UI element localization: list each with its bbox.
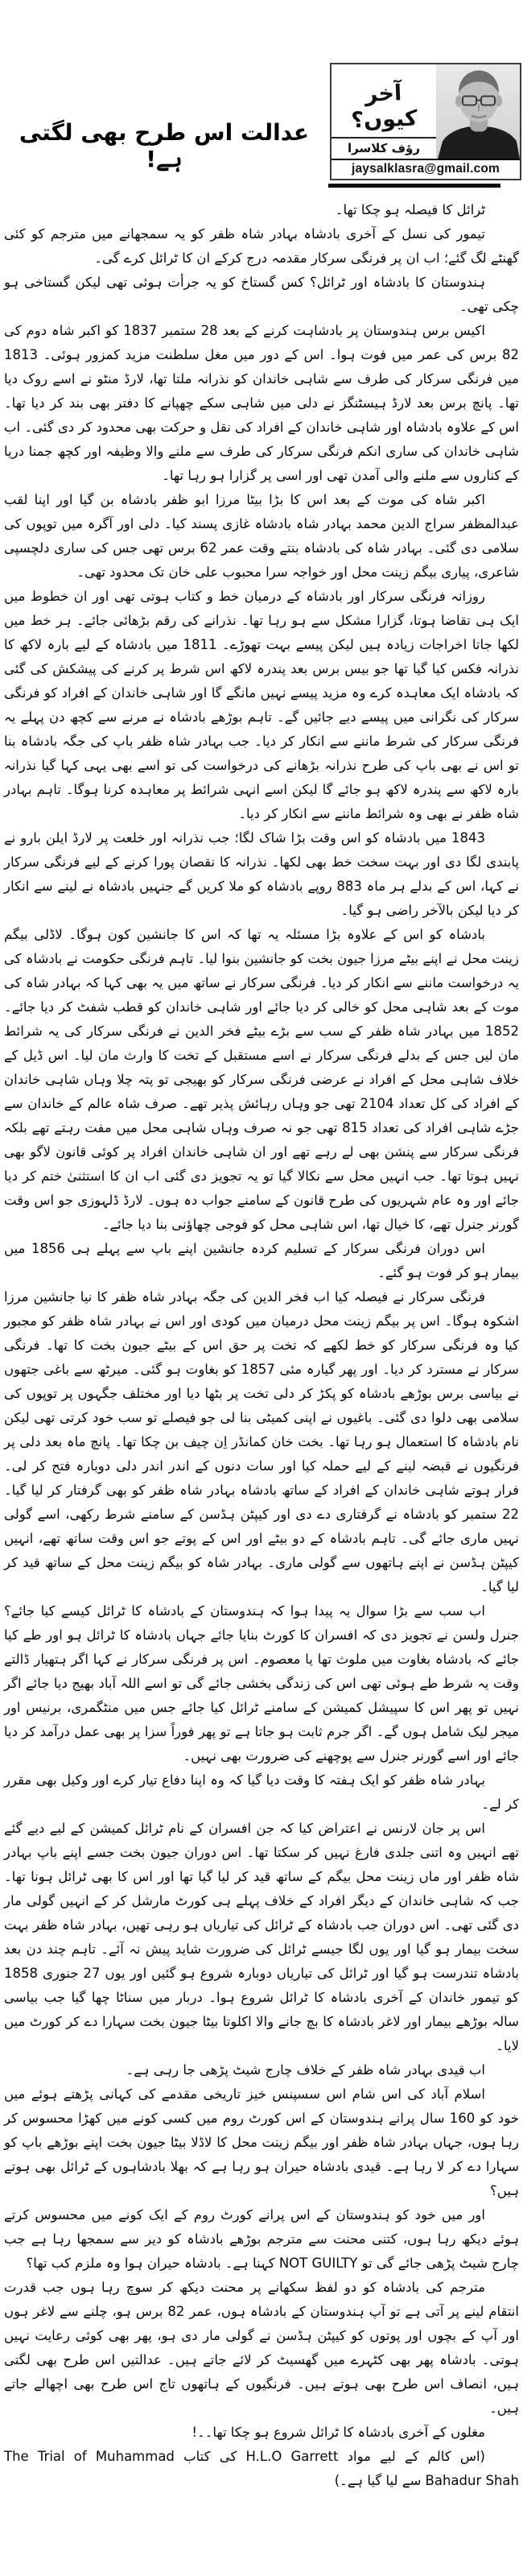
- article-paragraph: اس پر جان لارنس نے اعتراض کیا کہ جن افسران کے نام ٹرائل کمیشن کے لیے دیے گئے تھے انہیں وہ اتنی جلدی فارغ نہیں کر سکتا تھا۔ اس دوران جیون بخت جسے اپنے باپ بہادر شاہ ظفر اور ماں زینت محل بیگم کے ساتھ قید کر لیا گیا تھا اور اس کا بھی ٹرائل ہونا تھا۔ جب کہ شاہی خاندان کے دیگر افراد کے خلاف پہلے ہی کورٹ مارشل کر کے انہیں گولی مار دی گئی تھی۔ اس دوران جب بادشاہ کے ٹرائل کی تیاریاں ہو رہی تھیں، بہادر شاہ ظفر بہت سخت بیمار ہو گیا اور یوں لگا جیسے ٹرائل کی ضرورت شاید پیش نہ آئے۔ تاہم چند دن بعد بادشاہ تندرست ہو گیا اور ٹرائل کی تیاریاں دوبارہ شروع ہو گئیں اور یوں 27 جنوری 1858 کو تیمور خاندان کے آخری بادشاہ کا ٹرائل شروع ہوا۔ دربار میں سناٹا چھا گیا جب بیاسی سالہ بوڑھے بیمار اور لاغر بادشاہ کا بچ جانے والا اکلوتا بیٹا جیون بخت سہارا دے کر کورٹ میں لایا۔: [4, 1821, 520, 2053]
- masthead-main: [332, 64, 520, 159]
- article-paragraph: فرنگی سرکار نے فیصلہ کیا اب فخر الدین کی جگہ بہادر شاہ ظفر کا نیا جانشین مرزا اشکوہ ہوگا۔ اس پر بیگم زینت محل درمیان میں کودی اور اس نے بہادر شاہ ظفر کو مجبور کیا وہ فرنگی سرکار کو خط لکھے کہ تخت پر حق اس کے بیٹے جیون بخت کا تھا۔ فرنگی سرکار نے مسترد کر دیا۔ اور پھر گیارہ مئی 1857 کو بغاوت ہو گئی۔ میرٹھ سے باغی جتھوں نے بیاسی برس بوڑھے بادشاہ کو پکڑ کر دلی تخت پر بٹھا دیا اور مختلف جگہوں پر توپوں کی سلامی بھی دلوا دی گئی۔ باغیوں نے اپنی کمیٹی بنا لی جو فیصلے تو سب خود کرتی تھی لیکن نام بادشاہ کا استعمال ہو رہا تھا۔ بخت خان کمانڈر اِن چیف بن چکا تھا۔ پانچ ماہ بعد دلی پر فرنگیوں نے قبضہ لینے کے لیے حملہ کیا اور سات دنوں کے اندر اندر دلی دوبارہ فتح کر لی۔ فرار ہوتے شاہی خاندان کے افراد کے ساتھ بادشاہ بہادر شاہ ظفر کو بھی گرفتار کر لیا گیا۔ 22 ستمبر کو بادشاہ نے گرفتاری دے دی اور کیپٹن ہڈسن کے سامنے شرط رکھی، اسے گولی نہیں ماری جائے گی۔ تاہم بادشاہ کے دو بیٹے اور اس کے پوتے جو اس وقت ساتھ تھے، انہیں کیپٹن ہڈسن نے اپنے ہاتھوں سے گولی ماری۔ بہادر شاہ کو بیگم زینت محل کے ساتھ قید کر لیا گیا۔: [4, 1289, 519, 1594]
- column-title: آخر کیوں؟: [350, 81, 418, 134]
- article-paragraph: تیمور کی نسل کے آخری بادشاہ بہادر شاہ ظفر کو یہ سمجھانے میں مترجم کو کئی گھنٹے لگ گئے؛ اب ان پر فرنگی سرکار مقدمہ درج کرکے ان کا ٹرائل کرے گی۔: [4, 226, 519, 266]
- author-email: jaysalklasra@gmail.com: [332, 159, 520, 179]
- article-paragraph: بادشاہ کو اس کے علاوہ بڑا مسئلہ یہ تھا کہ اس کا جانشین کون ہوگا۔ لاڈلی بیگم زینت محل نے اپنے بیٹے مرزا جیون بخت کو جانشین بنوا لیا۔ تاہم فرنگی حکومت نے بادشاہ کی یہ درخواست ماننے سے انکار کر دیا۔ فرنگی سرکار نے ساتھ میں یہ بھی کہا کہ بہادر شاہ کی موت کے بعد شاہی محل کو خالی کر دیا جائے اور شاہی خاندان کو قطب شفٹ کر دیا جائے۔ 1852 میں بہادر شاہ ظفر کے سب سے بڑے بیٹے فخر الدین نے فرنگی سرکار کی یہ شرائط مان لیں جس کے بدلے فرنگی سرکار نے اسے مستقبل کے تخت کا وارث مان لیا۔ اس ڈیل کے خلاف شاہی محل کے افراد نے عرضی فرنگی سرکار کو بھیجی تو پتہ چلا وہاں شاہی خاندان کے افراد کی کل تعداد 2104 تھی جو وہاں رہائش پذیر تھے۔ صرف شاہ عالم کے خاندان سے جڑے شاہی افراد کی تعداد 815 تھی جو نہ صرف وہاں شاہی محل میں مفت رہتے تھے بلکہ فرنگی سرکار سے پنشن بھی لے رہے تھے اور ان شاہی خاندان افراد پر کوئی قانون لاگو بھی نہیں ہوتا تھا۔ جب انہیں محل سے نکالا گیا تو یہ تجویز دی گئی اب ان کا استثنیٰ ختم کر دیا جائے اور وہ عام شہریوں کی طرح قانون کے سامنے جواب دہ ہوں۔ لارڈ ڈلہوزی جو اس وقت گورنر جنرل تھے، کا خیال تھا، اس شاہی محل کو فوجی چھاؤنی بنا دیا جائے۔: [4, 927, 519, 1232]
- article-paragraph: بہادر شاہ ظفر کو ایک ہفتہ کا وقت دیا گیا کہ وہ اپنا دفاع تیار کرے اور وکیل بھی مقرر کر لے۔: [4, 1772, 519, 1812]
- article-paragraph: اسلام آباد کی اس شام اس سسپنس خیز تاریخی مقدمے کی کہانی پڑھتے ہوئے میں خود کو 160 سال پرانے ہندوستان کے اس کورٹ روم میں کسی کونے میں کھڑا محسوس کر رہا ہوں، جہاں بہادر شاہ ظفر اور بیگم زینت محل کا لاڈلا بیٹا جیون بخت اپنے بوڑھے باپ کو سہارا دے کر لا رہا ہے۔ قیدی بادشاہ حیران ہو رہا ہے کہ بھلا بادشاہوں کے ٹرائل بھی ہوتے ہیں؟: [4, 2086, 519, 2198]
- article-source-citation: (اس کالم کے لیے مواد H.L.O Garrett کی کتاب The Trial of Muhammad Bahadur Shah سے لیا گیا ہے۔): [4, 2449, 519, 2488]
- article-paragraph: اکیس برس ہندوستان پر بادشاہت کرنے کے بعد 28 ستمبر 1837 کو اکبر شاہ دوم کی 82 برس کی عمر میں فوت ہوا۔ اس کے دور میں مغل سلطنت مزید کمزور ہوئی۔ 1813 میں فرنگی سرکار کی طرف سے شاہی خاندان کو نذرانہ ملتا تھا، لارڈ منٹو نے اسے روک دیا تھا۔ پانچ برس بعد لارڈ ہیسٹنگز نے دلی میں شاہی سکے چھپانے کا دفتر بھی بند کر دیا تھا۔ اس کے علاوہ بادشاہ اور شاہی خاندان کے افراد کی نقل و حرکت بھی محدود کر دی گئی۔ اب شاہی خاندان کی ساری انکم فرنگی سرکار کی طرف سے ملنے والا وظیفہ اور کچھ جمنا دریا کے کناروں سے ملنے والی آمدن تھی اور اسی پر گزارا ہو رہا تھا۔: [4, 323, 519, 483]
- masthead-underline: [328, 184, 500, 188]
- article-paragraph: روزانہ فرنگی سرکار اور بادشاہ کے درمیان خط و کتاب ہوتی تھی اور ان خطوط میں ایک ہی تقاضا ہوتا، گزارا مشکل سے ہو رہا تھا۔ نذرانے کی رقم بڑھائی جائے۔ ہر خط میں لکھا جاتا اخراجات زیادہ ہیں لیکن پیسے بہت تھوڑے۔ 1811 میں بادشاہ کے لیے بارہ لاکھ کا نذرانہ فکس کیا گیا تھا جو بیس برس بعد پندرہ لاکھ اس شرط پر کرنے کی پیشکش کی گئی کہ بادشاہ ایک معاہدہ کرے وہ مزید پیسے نہیں مانگے گا اور شاہی خاندان کے افراد کو فرنگی سرکار کی نگرانی میں پیسے دیے جائیں گے۔ تاہم بوڑھے بادشاہ نے مرنے سے کچھ دن پہلے یہ فرنگی سرکار کی شرط ماننے سے انکار کر دیا۔ جب بہادر شاہ ظفر باپ کی جگہ بادشاہ بنا تو اس نے بھی باپ کی طرح نذرانہ بڑھانے کی درخواست کی تو اسے بھی یہی کہا گیا نذرانہ بارہ لاکھ سے پندرہ لاکھ ہو جائے گا لیکن اسے انہی شرائط پر معاہدہ کرنا ہوگا۔ تاہم بہادر شاہ ظفر نے بھی وہ شرائط ماننے سے انکار کر دیا۔: [4, 589, 519, 821]
- article-paragraph: اب قیدی بہادر شاہ ظفر کے خلاف چارج شیٹ پڑھی جا رہی ہے۔: [126, 2062, 485, 2078]
- article-paragraph: ہندوستان کا بادشاہ اور ٹرائل؟ کس گستاخ کو یہ جرأت ہوئی تھی لیکن گستاخی ہو چکی تھی۔: [4, 275, 519, 314]
- article-paragraph: اکبر شاہ کی موت کے بعد اس کا بڑا بیٹا مرزا ابو ظفر بادشاہ بن گیا اور اپنا لقب عبدالمظفر سراج الدین محمد بہادر شاہ بادشاہ غازی پسند کیا۔ دلی اور آگرہ میں توپوں کی سلامی دی گئی۔ بہادر شاہ کی بادشاہ بنتے وقت عمر 62 برس تھی جس کی ساری دلچسپی شاعری، پیاری بیگم زینت محل اور خواجہ سرا محبوب علی خان تک محدود تھی۔: [4, 492, 519, 580]
- article-paragraph: اب سب سے بڑا سوال یہ پیدا ہوا کہ ہندوستان کے بادشاہ کا ٹرائل کیسے کیا جائے؟ جنرل ولسن نے تجویز دی کہ افسران کا کورٹ بنایا جائے جہاں بادشاہ کا ٹرائل ہو اور طے کیا جائے کہ بادشاہ بغاوت میں ملوث تھا یا معصوم۔ اس پر فرنگی سرکار نے کہا اگر ہتھیار ڈالتے وقت یہ شرط طے ہوئی تھی اس کی زندگی بخشی جائے گی تو اسے اللہ آباد بھیج دیا جائے اگر نہیں تو پھر اس کا سپیشل کمیشن کے سامنے ٹرائل کیا جائے جس میں منٹگمری، برنیس اور میجر لیک شامل ہوں گے۔ اگر جرم ثابت ہو جاتا ہے تو پھر فوراً سزا پر بھی عمل درآمد کر دیا جائے اور اسے گورنر جنرل سے پوچھنے کی ضرورت بھی نہیں۔: [4, 1603, 519, 1764]
- article-paragraph: اور میں خود کو ہندوستان کے اس پرانے کورٹ روم کے ایک کونے میں محسوس کرتے ہوئے دیکھ رہا ہوں، کتنی محنت سے مترجم بوڑھے بادشاہ کو دیر سے سمجھا رہا ہے جب چارج شیٹ پڑھی جائے گی تو NOT GUILTY کہنا ہے۔ بادشاہ حیران ہوا وہ ملزم کب تھا؟: [4, 2207, 519, 2271]
- author-name: رؤف کلاسرا: [332, 137, 436, 159]
- author-portrait-image: [436, 64, 520, 159]
- masthead-left: [332, 64, 436, 159]
- article-paragraph: مترجم کی بادشاہ کو دو لفظ سکھانے پر محنت دیکھ کر سوچ رہا ہوں جب قدرت انتقام لینے پر آتی ہے تو آپ ہندوستان کے بادشاہ ہوں، عمر 82 برس ہو، چلنے سے لاغر ہوں اور آپ کے بچوں اور پوتوں کو کیپٹن ہڈسن نے گولی مار دی ہو، پھر بھی کوئی رعایت نہیں ہوتی۔ بادشاہ پھر بھی کٹہرے میں گھسیٹ کر لائے جاتے ہیں۔ عدالتیں اس طرح بھی لگتی ہیں، انصاف اس طرح بھی ہوتے ہیں۔ فرنگیوں کے ہاتھوں تاج اس طرح بھی اچھالے جاتے ہیں۔: [4, 2280, 519, 2416]
- masthead: [330, 63, 521, 180]
- article-paragraph: 1843 میں بادشاہ کو اس وقت بڑا شاک لگا؛ جب نذرانہ اور خلعت پر لارڈ ایلن بارو نے پابندی لگا دی اور بہت سخت خط بھی لکھا۔ نذرانہ کا نقصان پورا کرنے کے لیے فرنگی سرکار نے کہا، اس کے بدلے ہر ماہ 883 روپے بادشاہ کو ملا کریں گے جنہیں بادشاہ نے لینے سے انکار کر دیا لیکن بالآخر راضی ہو گیا۔: [4, 830, 519, 918]
- article-headline: عدالت اس طرح بھی لگتی ہے!: [19, 119, 310, 172]
- article-paragraph: اس دوران فرنگی سرکار کے تسلیم کردہ جانشین اپنے باپ سے پہلے ہی 1856 میں بیمار ہو کر فوت ہو گئے۔: [4, 1241, 519, 1280]
- article-paragraph: مغلوں کے آخری بادشاہ کا ٹرائل شروع ہو چکا تھا۔۔!: [191, 2425, 485, 2440]
- article-paragraph: ٹرائل کا فیصلہ ہو چکا تھا۔: [335, 202, 485, 217]
- author-photo: [436, 64, 520, 159]
- article-body: [4, 198, 519, 2493]
